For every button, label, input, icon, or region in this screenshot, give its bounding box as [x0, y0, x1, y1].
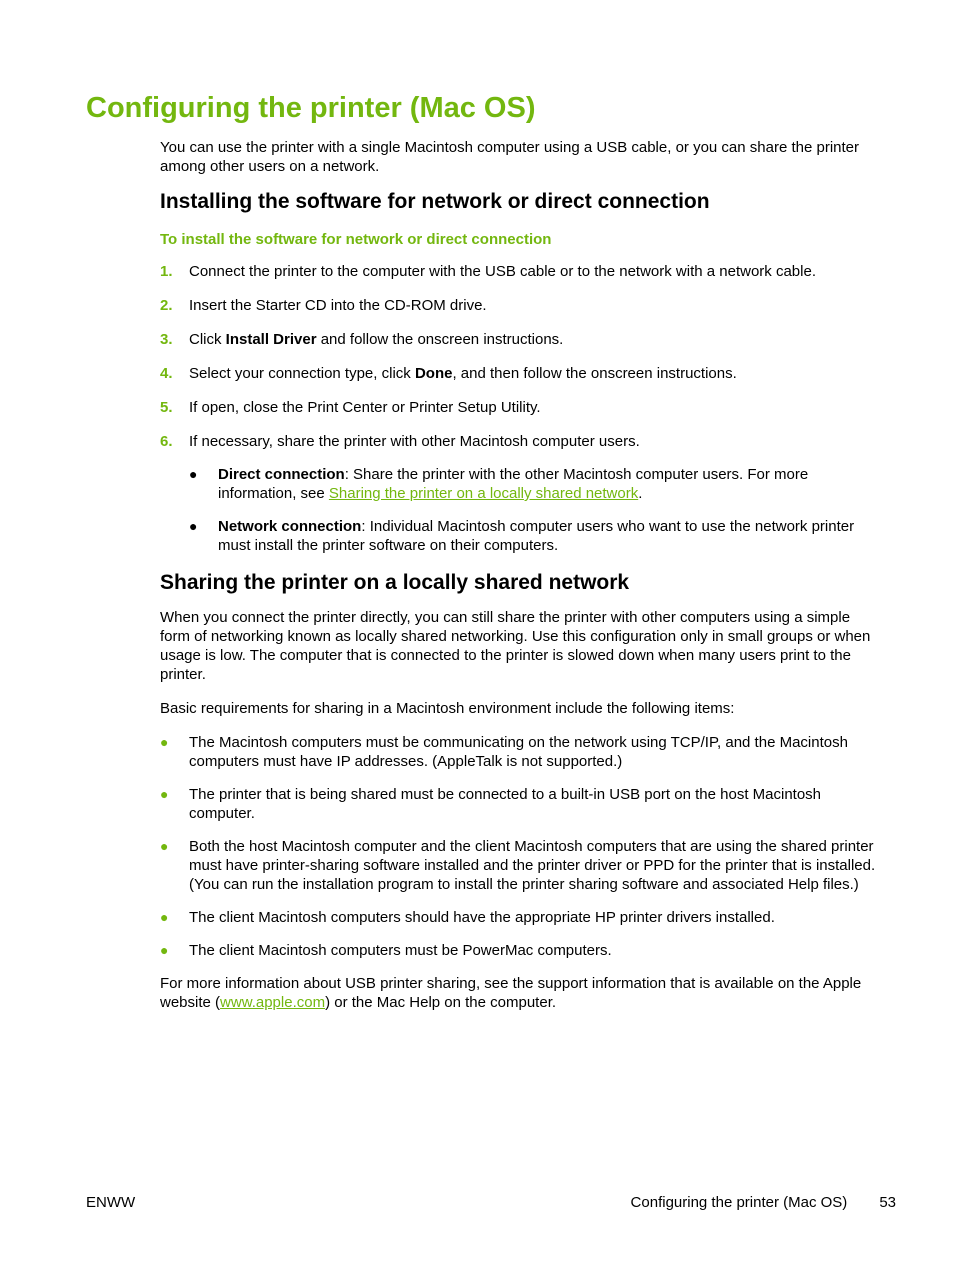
footer-right	[631, 1193, 896, 1212]
requirement-item	[160, 837, 880, 894]
closing-paragraph	[160, 974, 880, 1012]
requirement-text: The printer that is being shared must be connected to a built-in USB port on the host Macintosh computer.	[189, 786, 822, 822]
footer-left-label: ENWW	[86, 1194, 136, 1211]
step-text-pre: Select your connection type, click	[189, 365, 415, 382]
direct-connection-term: Direct connection	[218, 466, 345, 483]
step-text: If open, close the Print Center or Printer Setup Utility.	[189, 399, 541, 416]
requirement-item	[160, 908, 880, 927]
bullet-icon: ●	[160, 942, 169, 958]
step-number: 3.	[160, 331, 173, 348]
step-number: 6.	[160, 433, 173, 450]
page-number: 53	[879, 1194, 896, 1211]
requirement-text: The client Macintosh computers must be PowerMac computers.	[189, 942, 612, 959]
requirement-text: The Macintosh computers must be communicating on the network using TCP/IP, and the Macintosh computers must have IP addresses. (AppleTalk is not supported.)	[189, 734, 848, 770]
procedure-heading: To install the software for network or direct connection	[160, 231, 552, 248]
step-text: If necessary, share the printer with other Macintosh computer users.	[189, 433, 640, 450]
step-item	[160, 330, 880, 349]
step-item	[160, 296, 880, 315]
apple-website-link[interactable]: www.apple.com	[220, 994, 326, 1011]
done-term: Done	[414, 365, 453, 382]
requirements-list	[160, 733, 880, 960]
step-item	[160, 432, 880, 555]
main-content	[160, 138, 880, 1012]
step-item	[160, 398, 880, 417]
step-item	[160, 364, 880, 383]
step-text-post: , and then follow the onscreen instructions.	[452, 365, 737, 382]
sub-bullet-text: : Share the printer with the other Macintosh computer users. For more information, see	[218, 466, 809, 502]
closing-text: For more information about USB printer sharing, see the support information that is available on the Apple website (	[160, 975, 862, 1011]
requirement-item	[160, 941, 880, 960]
sub-bullet-text-post: .	[638, 485, 643, 502]
requirement-text: The client Macintosh computers should have the appropriate HP printer drivers installed.	[189, 909, 775, 926]
sharing-paragraph: When you connect the printer directly, you can still share the printer with other computers using a simple form of networking known as locally shared networking. Use this configuration only in small groups or when usage is low. The computer that is connected to the printer is slowed down when many users print to the printer.	[160, 609, 871, 683]
step-text: Connect the printer to the computer with the USB cable or to the network with a network cable.	[189, 263, 816, 280]
bullet-icon: ●	[189, 518, 198, 534]
section-heading-installing: Installing the software for network or direct connection	[160, 190, 710, 213]
step-text-pre: Click	[189, 331, 226, 348]
bullet-icon: ●	[160, 786, 169, 802]
step-item	[160, 262, 880, 281]
sub-bullet-text: : Individual Macintosh computer users who want to use the network printer must install the printer software on their computers.	[218, 518, 855, 554]
bullet-icon: ●	[160, 909, 169, 925]
bullet-icon: ●	[160, 734, 169, 750]
requirements-intro: Basic requirements for sharing in a Macintosh environment include the following items:	[160, 700, 735, 717]
requirement-item	[160, 785, 880, 823]
sharing-section-link[interactable]: Sharing the printer on a locally shared network	[328, 485, 639, 502]
closing-text-post: ) or the Mac Help on the computer.	[325, 994, 557, 1011]
step-number: 2.	[160, 297, 173, 314]
connection-options-list	[189, 465, 880, 555]
install-driver-term: Install Driver	[225, 331, 317, 348]
page-title: Configuring the printer (Mac OS)	[86, 92, 536, 124]
requirement-text: Both the host Macintosh computer and the client Macintosh computers that are using the shared printer must have printer-sharing software installed and the printer driver or PPD for the printer that is installed. (You can run the installation program to install the printer sharing software and associated Help files.)	[189, 838, 876, 893]
bullet-icon: ●	[160, 838, 169, 854]
step-number: 5.	[160, 399, 173, 416]
step-text-post: and follow the onscreen instructions.	[316, 331, 564, 348]
sub-bullet-item	[189, 465, 880, 503]
network-connection-term: Network connection	[218, 518, 362, 535]
footer-section-title: Configuring the printer (Mac OS)	[630, 1194, 848, 1211]
requirement-item	[160, 733, 880, 771]
intro-paragraph: You can use the printer with a single Macintosh computer using a USB cable, or you can share the printer among other users on a network.	[160, 139, 860, 175]
sub-bullet-item	[189, 517, 880, 555]
bullet-icon: ●	[189, 466, 198, 482]
step-text: Insert the Starter CD into the CD-ROM drive.	[189, 297, 487, 314]
install-steps-list	[160, 262, 880, 555]
step-number: 1.	[160, 263, 173, 280]
step-number: 4.	[160, 365, 173, 382]
section-heading-sharing: Sharing the printer on a locally shared network	[160, 571, 630, 594]
